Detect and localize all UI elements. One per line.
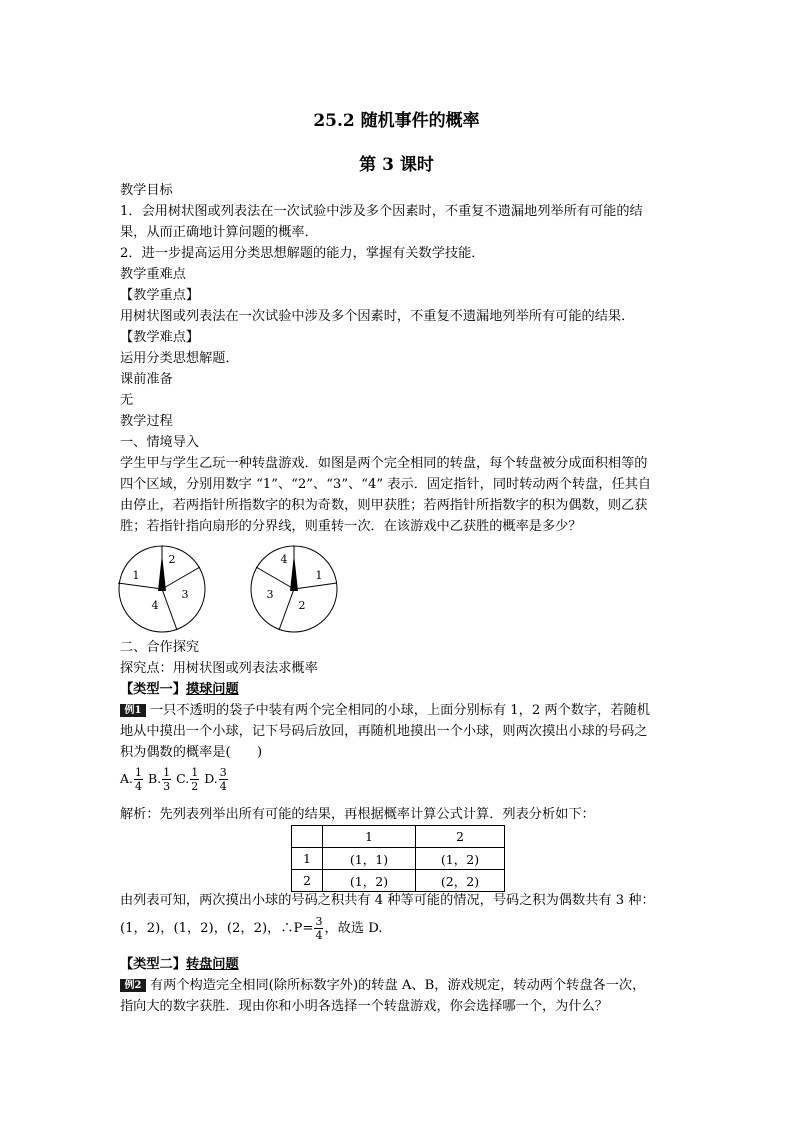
text-span: ，故选 D.: [324, 921, 383, 936]
spinner-right-label: 2: [298, 599, 306, 612]
fraction: [219, 766, 228, 793]
table-header-row: [292, 826, 505, 848]
analysis-line: 解析：先列表列举出所有可能的结果，再根据概率计算公式计算．列表分析如下：: [120, 807, 595, 822]
denominator: 2: [191, 780, 199, 793]
denominator: 3: [163, 780, 171, 793]
section-heading: 一、情境导入: [120, 435, 200, 450]
fraction: [162, 766, 171, 793]
type-topic: 转盘问题: [185, 957, 239, 972]
table-row: [292, 870, 505, 892]
spinner-left-label: 1: [132, 569, 140, 582]
spinner-right-label: 3: [266, 588, 274, 601]
example-badge: 例2: [120, 979, 146, 992]
table-cell: (1，1): [323, 848, 416, 870]
section-heading: 教学目标: [120, 183, 173, 198]
section-heading: 教学重难点: [120, 267, 186, 282]
numerator: 3: [315, 915, 323, 928]
spinner-left: [118, 546, 205, 632]
section-heading: 课前准备: [120, 372, 173, 387]
spinner-right-label: 1: [315, 569, 323, 582]
text-line: 用树状图或列表法在一次试验中涉及多个因素时，不重复不遗漏地列举所有可能的结果．: [120, 309, 635, 324]
sub-heading: 【教学难点】: [120, 330, 200, 345]
spinner-left-label: 2: [168, 553, 176, 566]
type1-heading: [120, 679, 239, 700]
table-cell: (2，2): [416, 870, 505, 892]
text-line: 探究点：用树状图或列表法求概率: [120, 661, 318, 676]
section-heading: 二、合作探究: [120, 640, 200, 655]
fraction: [134, 766, 143, 793]
example-1-line: [120, 700, 650, 721]
table-row: [292, 848, 505, 870]
numerator: 1: [135, 766, 143, 779]
text-line: 胜；若指针指向扇形的分界线，则重转一次．在该游戏中乙获胜的概率是多少？: [120, 519, 582, 534]
numerator: 1: [191, 766, 199, 779]
type-label: 【类型二】: [120, 957, 186, 972]
spinner-right-label: 4: [280, 553, 288, 566]
text-span: 有两个构造完全相同(除所标数字外)的转盘 A、B，游戏规定，转动两个转盘各一次，: [150, 978, 646, 993]
section-heading: 教学过程: [120, 414, 173, 429]
spinner-left-label: 3: [181, 588, 189, 601]
conclusion-line-2: [120, 915, 383, 942]
option-a: [120, 766, 144, 793]
text-line: 运用分类思想解题．: [120, 351, 239, 366]
denominator: 4: [135, 780, 143, 793]
example-2-line: [120, 975, 645, 996]
table-cell: 2: [416, 826, 505, 848]
table-cell: [292, 826, 323, 848]
option-letter: D.: [204, 771, 218, 786]
table-cell: (1，2): [323, 870, 416, 892]
numerator: 3: [219, 766, 227, 779]
option-letter: B.: [148, 771, 162, 786]
text-line: 果，从而正确地计算问题的概率．: [120, 225, 318, 240]
type-topic: 摸球问题: [185, 682, 239, 697]
table-cell: 1: [323, 826, 416, 848]
type-label: 【类型一】: [120, 682, 186, 697]
page-subtitle: 第 3 课时: [359, 155, 434, 175]
example-badge: 例1: [120, 704, 146, 717]
sub-heading: 【教学重点】: [120, 288, 200, 303]
text-line: 指向大的数字获胜．现由你和小明各选择一个转盘游戏，你会选择哪一个，为什么？: [120, 999, 608, 1014]
denominator: 4: [219, 780, 227, 793]
text-line: 由停止，若两指针所指数字的积为奇数，则甲获胜；若两指针所指数字的积为偶数，则乙获: [120, 498, 648, 513]
answer-fraction: [314, 915, 323, 942]
text-line: 四个区域，分别用数字 “1”、“2”、“3”、“4” 表示．固定指针，同时转动两个转盘，任其自: [120, 477, 652, 492]
denominator: 4: [315, 929, 323, 942]
table-cell: (1，2): [416, 848, 505, 870]
option-letter: C.: [176, 771, 190, 786]
spinner-left-label: 4: [151, 599, 159, 612]
text-span: 一只不透明的袋子中装有两个完全相同的小球，上面分别标有 1，2 两个数字，若随机: [150, 703, 650, 718]
table-cell: 2: [292, 870, 323, 892]
text-line: 1．会用树状图或列表法在一次试验中涉及多个因素时，不重复不遗漏地列举所有可能的结: [120, 204, 643, 219]
spinner-right: [251, 546, 337, 632]
type2-heading: [120, 954, 239, 975]
text-line: 地从中摸出一个小球，记下号码后放回，再随机地摸出一个小球，则两次摸出小球的号码之: [120, 724, 648, 739]
option-d: [204, 766, 229, 793]
option-b: [148, 766, 172, 793]
option-letter: A.: [120, 771, 134, 786]
answer-options: [120, 766, 229, 793]
outcome-table: [291, 825, 505, 892]
option-c: [176, 766, 200, 793]
text-span: (1，2)，(1，2)，(2，2)，∴P=: [120, 921, 314, 936]
table-cell: 1: [292, 848, 323, 870]
text-line: 积为偶数的概率是( ): [120, 745, 263, 760]
page-title: 25.2 随机事件的概率: [313, 111, 480, 131]
text-line: 2．进一步提高运用分类思想解题的能力，掌握有关数学技能．: [120, 246, 485, 261]
conclusion-line: 由列表可知，两次摸出小球的号码之积共有 4 种等可能的情况，号码之积为偶数共有 3 种：: [120, 893, 655, 908]
text-line: 学生甲与学生乙玩一种转盘游戏．如图是两个完全相同的转盘，每个转盘被分成面积相等的: [120, 456, 648, 471]
numerator: 1: [163, 766, 171, 779]
text-line: 无: [120, 393, 134, 408]
spinners-figure: [115, 543, 355, 635]
fraction: [190, 766, 199, 793]
